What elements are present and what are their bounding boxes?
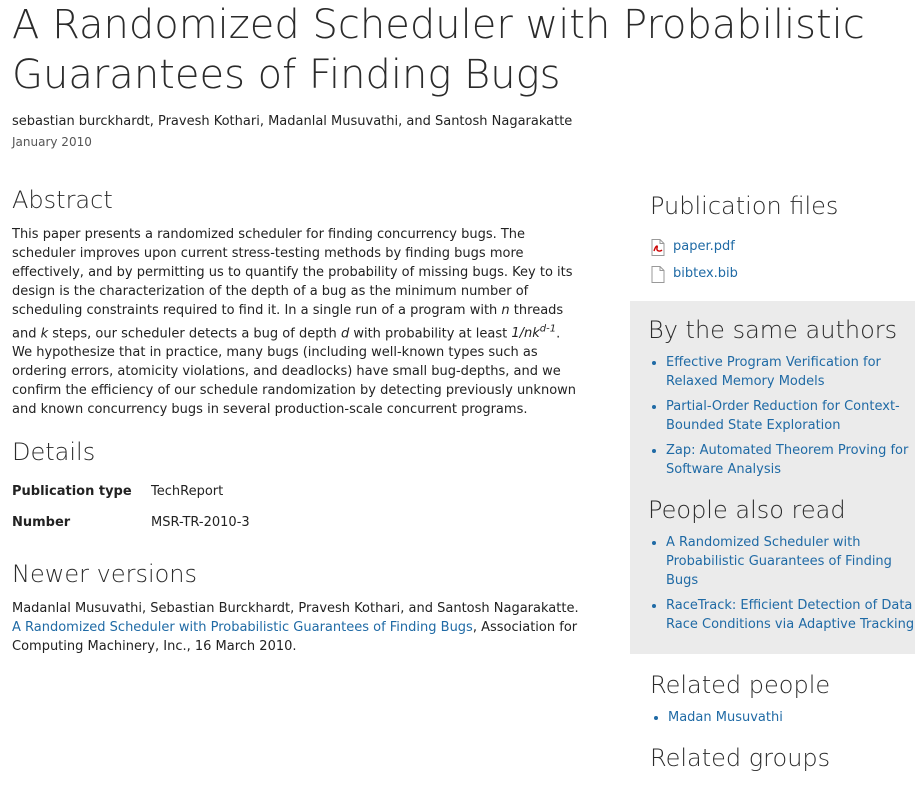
- list-item: [666, 397, 915, 435]
- list-item: [666, 533, 915, 590]
- list-item: [666, 441, 915, 479]
- details-heading: Details: [12, 438, 96, 467]
- authors: sebastian burckhardt, Pravesh Kothari, Madanlal Musuvathi, and Santosh Nagarakatte: [12, 114, 573, 129]
- newer-version-citation: Madanlal Musuvathi, Sebastian Burckhardt, Pravesh Kothari, and Santosh Nagarakatte. A Randomized Scheduler with Probabilistic Guarantees of Finding Bugs, Association for Computing Machinery, Inc., 16 March 2010.: [12, 601, 579, 655]
- details-key: Publication type: [12, 484, 132, 500]
- people-also-read-heading: People also read: [648, 496, 846, 524]
- same-authors-heading: By the same authors: [648, 316, 898, 344]
- paper-pdf-link[interactable]: paper.pdf: [673, 239, 735, 254]
- publication-files-heading: Publication files: [650, 192, 839, 220]
- newer-version-link[interactable]: A Randomized Scheduler with Probabilistic Guarantees of Finding Bugs: [12, 620, 473, 636]
- also-read-link[interactable]: A Randomized Scheduler with Probabilistic Guarantees of Finding Bugs: [666, 535, 892, 588]
- page-title: A Randomized Scheduler with Probabilistic Guarantees of Finding Bugs: [12, 2, 865, 98]
- related-people: [630, 664, 915, 779]
- same-authors-link[interactable]: Effective Program Verification for Relaxed Memory Models: [666, 355, 881, 389]
- file-item: [650, 233, 915, 260]
- sidebar: [630, 183, 915, 779]
- details-row: [12, 514, 250, 545]
- details-value: MSR-TR-2010-3: [151, 515, 250, 531]
- related-people-heading: Related people: [650, 671, 831, 699]
- pdf-file-icon: [650, 239, 664, 255]
- same-authors-link[interactable]: Partial-Order Reduction for Context-Bounded State Exploration: [666, 399, 900, 433]
- list-item: [668, 708, 915, 727]
- related-people-list: [650, 708, 915, 727]
- file-icon: [650, 266, 664, 282]
- publication-date: January 2010: [12, 135, 92, 149]
- details-row: [12, 483, 250, 514]
- files-list: [650, 233, 915, 287]
- same-authors-link[interactable]: Zap: Automated Theorem Proving for Software Analysis: [666, 443, 909, 477]
- main-content: [12, 183, 584, 656]
- publication-files: [630, 183, 915, 287]
- abstract-heading: Abstract: [12, 186, 113, 214]
- related-person-link[interactable]: Madan Musuvathi: [668, 710, 783, 725]
- also-read-link[interactable]: RaceTrack: Efficient Detection of Data Race Conditions via Adaptive Tracking: [666, 598, 915, 632]
- bibtex-link[interactable]: bibtex.bib: [673, 266, 738, 281]
- details-key: Number: [12, 515, 71, 531]
- abstract-text: This paper presents a randomized scheduler for finding concurrency bugs. The scheduler improves upon current stress-testing methods by finding bugs more effectively, and by permitting us to quantify the probability of missing bugs. Key to its design is the characterization of the depth of a bug as the minimum number of scheduling constraints required to find it. In a single run of a program with n threads and k steps, our scheduler detects a bug of depth d with probability at least $1/nk^{d-1}$. We hypothesize that in practice, many bugs (including well-known types such as ordering errors, atomicity violations, and deadlocks) have small bug-depths, and we confirm the efficiency of our schedule randomization by detecting previously unknown and known concurrency bugs in several production-scale concurrent programs.: [12, 227, 577, 418]
- newer-versions-heading: Newer versions: [12, 560, 198, 589]
- details-value: TechReport: [151, 484, 224, 500]
- same-authors-list: [648, 353, 915, 479]
- file-item: [650, 260, 915, 287]
- list-item: [666, 596, 915, 634]
- related-groups-heading: Related groups: [650, 744, 831, 772]
- related-publications-box: [630, 301, 915, 654]
- details-table: [12, 483, 250, 545]
- list-item: [666, 353, 915, 391]
- people-also-read-list: [648, 533, 915, 634]
